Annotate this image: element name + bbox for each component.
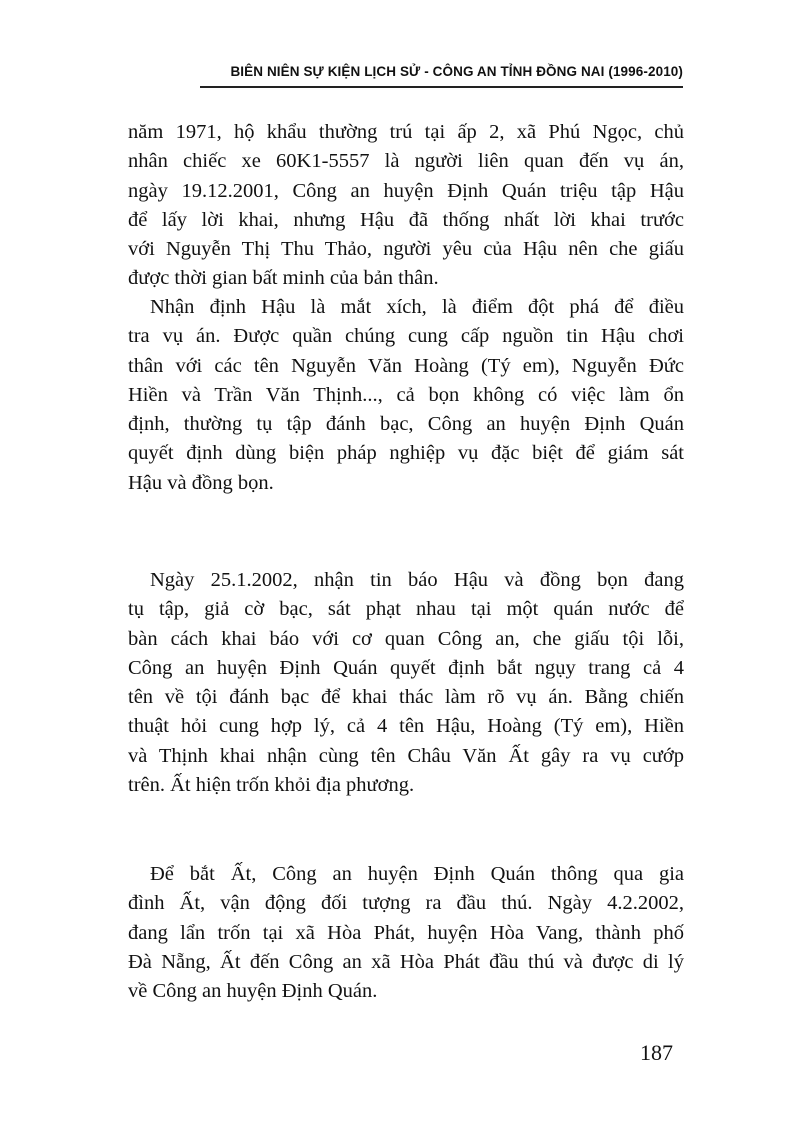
text-line: Ngày 25.1.2002, nhận tin báo Hậu và đồng bọn đang xyxy=(150,569,684,591)
text-line: Hậu và đồng bọn. xyxy=(128,471,274,494)
paragraph-3 xyxy=(128,566,684,800)
text-line: Công an huyện Định Quán quyết định bắt ngụy trang cả 4 xyxy=(128,656,684,679)
text-line: Hiền và Trần Văn Thịnh..., cả bọn không có việc làm ổn xyxy=(128,383,684,406)
text-line: đang lẩn trốn tại xã Hòa Phát, huyện Hòa Vang, thành phố xyxy=(128,921,684,944)
paragraph-2 xyxy=(128,293,684,498)
text-line: bàn cách khai báo với cơ quan Công an, che giấu tội lỗi, xyxy=(128,627,684,650)
text-line: thuật hỏi cung hợp lý, cả 4 tên Hậu, Hoàng (Tý em), Hiền xyxy=(128,715,684,738)
text-line: tên về tội đánh bạc để khai thác làm rõ vụ án. Bằng chiến xyxy=(128,686,684,709)
text-line: quyết định dùng biện pháp nghiệp vụ đặc biệt để giám sát xyxy=(128,442,684,465)
text-line: được thời gian bất minh của bản thân. xyxy=(128,267,439,290)
running-title: BIÊN NIÊN SỰ KIỆN LỊCH SỬ - CÔNG AN TỈNH ĐỒNG NAI (1996-2010) xyxy=(230,64,683,79)
text-line: với Nguyễn Thị Thu Thảo, người yêu của Hậu nên che giấu xyxy=(128,238,684,261)
text-line: Đà Nẵng, Ất đến Công an xã Hòa Phát đầu thú và được di lý xyxy=(128,950,684,973)
text-line: về Công an huyện Định Quán. xyxy=(128,980,378,1003)
text-line: ngày 19.12.2001, Công an huyện Định Quán triệu tập Hậu xyxy=(128,179,684,202)
text-line: trên. Ất hiện trốn khỏi địa phương. xyxy=(128,774,415,797)
text-line: tụ tập, giả cờ bạc, sát phạt nhau tại một quán nước để xyxy=(128,598,684,621)
paragraph-4 xyxy=(128,860,684,1006)
text-line: Để bắt Ất, Công an huyện Định Quán thông qua gia xyxy=(150,863,684,885)
text-line: để lấy lời khai, nhưng Hậu đã thống nhất lời khai trước xyxy=(128,208,684,231)
text-line: và Thịnh khai nhận cùng tên Châu Văn Ất gây ra vụ cướp xyxy=(128,744,684,767)
text-line: định, thường tụ tập đánh bạc, Công an huyện Định Quán xyxy=(128,413,684,436)
text-line: đình Ất, vận động đối tượng ra đầu thú. Ngày 4.2.2002, xyxy=(128,892,684,915)
text-line: Nhận định Hậu là mắt xích, là điểm đột phá để điều xyxy=(150,296,684,318)
text-line: nhân chiếc xe 60K1-5557 là người liên quan đến vụ án, xyxy=(128,150,684,173)
text-line: thân với các tên Nguyễn Văn Hoàng (Tý em), Nguyễn Đức xyxy=(128,354,684,377)
text-line: tra vụ án. Được quần chúng cung cấp nguồn tin Hậu chơi xyxy=(128,325,684,348)
page-number: 187 xyxy=(640,1040,673,1065)
text-line: năm 1971, hộ khẩu thường trú tại ấp 2, xã Phú Ngọc, chủ xyxy=(128,121,684,143)
running-header xyxy=(200,60,683,88)
paragraph-1 xyxy=(128,118,684,294)
